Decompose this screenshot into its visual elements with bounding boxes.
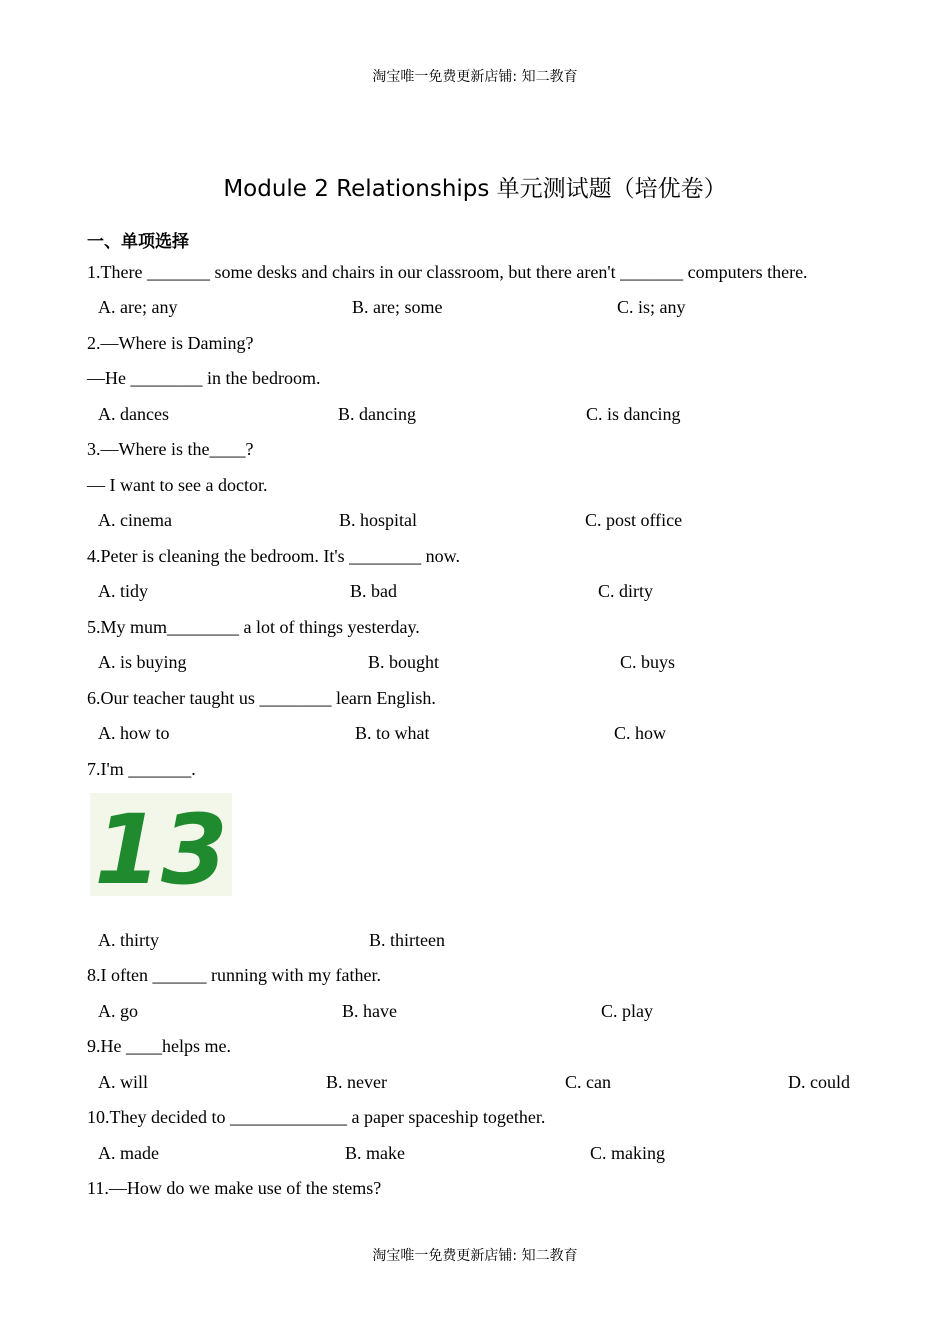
question-6-option-b: B. to what <box>355 723 430 743</box>
question-3-option-a: A. cinema <box>98 510 172 530</box>
question-2-stem-2: —He ________ in the bedroom. <box>87 368 321 388</box>
question-4-option-c: C. dirty <box>598 581 654 601</box>
question-10-option-b: B. make <box>345 1143 405 1163</box>
question-6-option-a: A. how to <box>98 723 170 743</box>
question-1-option-a: A. are; any <box>98 297 178 317</box>
question-3-option-c: C. post office <box>585 510 683 530</box>
question-2-option-a: A. dances <box>98 404 169 424</box>
question-4-option-b: B. bad <box>350 581 397 601</box>
question-8-stem: 8.I often ______ running with my father. <box>87 965 381 985</box>
question-7-option-a: A. thirty <box>98 930 159 950</box>
question-11-stem: 11.—How do we make use of the stems? <box>87 1178 382 1198</box>
number-13-graphic <box>90 793 232 896</box>
question-6-stem: 6.Our teacher taught us ________ learn English. <box>87 688 436 708</box>
question-3-option-b: B. hospital <box>339 510 418 530</box>
question-10-stem: 10.They decided to _____________ a paper spaceship together. <box>87 1107 546 1127</box>
question-6-option-c: C. how <box>614 723 667 743</box>
question-8-option-a: A. go <box>98 1001 138 1021</box>
question-9-stem: 9.He ____helps me. <box>87 1036 231 1056</box>
question-8-option-c: C. play <box>601 1001 653 1021</box>
question-3-stem-2: — I want to see a doctor. <box>87 475 268 495</box>
number-13-text: 13 <box>94 794 228 896</box>
question-8-option-b: B. have <box>342 1001 397 1021</box>
question-4-stem: 4.Peter is cleaning the bedroom. It's ________ now. <box>87 546 461 566</box>
page-title: Module 2 Relationships 单元测试题（培优卷） <box>223 176 727 202</box>
question-2-stem: 2.—Where is Daming? <box>87 333 254 353</box>
question-5-option-b: B. bought <box>368 652 440 672</box>
number-13-image <box>90 793 232 896</box>
question-1-option-c: C. is; any <box>617 297 686 317</box>
page-footer: 淘宝唯一免费更新店铺: 知二教育 <box>372 1248 578 1264</box>
question-10-option-c: C. making <box>590 1143 665 1163</box>
question-9-option-d: D. could <box>788 1072 850 1092</box>
question-9-option-c: C. can <box>565 1072 611 1092</box>
question-2-option-c: C. is dancing <box>586 404 681 424</box>
page-header: 淘宝唯一免费更新店铺: 知二教育 <box>372 69 578 85</box>
question-4-option-a: A. tidy <box>98 581 149 601</box>
question-7-stem: 7.I'm _______. <box>87 759 196 779</box>
question-3-stem: 3.—Where is the____? <box>87 439 254 459</box>
question-1-stem: 1.There _______ some desks and chairs in our classroom, but there aren't _______ computers there. <box>87 262 808 282</box>
question-1-option-b: B. are; some <box>352 297 443 317</box>
question-5-option-c: C. buys <box>620 652 676 672</box>
question-9-option-a: A. will <box>98 1072 149 1092</box>
question-5-stem: 5.My mum________ a lot of things yesterday. <box>87 617 420 637</box>
section-heading: 一、单项选择 <box>87 232 189 252</box>
question-5-option-a: A. is buying <box>98 652 187 672</box>
question-2-option-b: B. dancing <box>338 404 416 424</box>
question-7-option-b: B. thirteen <box>369 930 445 950</box>
question-9-option-b: B. never <box>326 1072 387 1092</box>
question-10-option-a: A. made <box>98 1143 159 1163</box>
